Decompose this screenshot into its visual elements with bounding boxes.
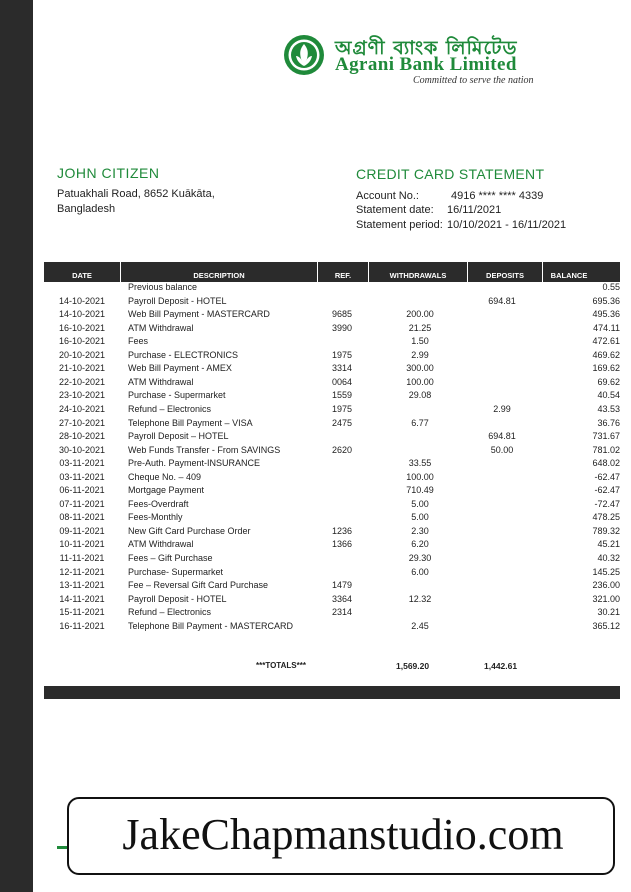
- customer-name: JOHN CITIZEN: [57, 165, 160, 181]
- row-description: Purchase- Supermarket: [128, 566, 224, 577]
- row-date: 06-11-2021: [59, 485, 105, 496]
- table-row: [44, 309, 620, 323]
- row-balance: 474.11: [593, 322, 620, 333]
- row-description: Purchase - Supermarket: [128, 390, 226, 401]
- row-date: 11-11-2021: [59, 553, 105, 563]
- row-deposit: 2.99: [493, 403, 511, 414]
- row-ref: 1559: [332, 390, 353, 401]
- row-ref: 1975: [332, 349, 353, 360]
- row-balance: -62.47: [594, 485, 620, 496]
- row-date: 24-10-2021: [58, 403, 106, 414]
- row-description: Mortgage Payment: [128, 485, 205, 496]
- row-description: ATM Withdrawal: [128, 539, 194, 550]
- row-balance: 495.36: [592, 309, 620, 320]
- row-date: 28-10-2021: [58, 431, 106, 442]
- row-deposit: 694.81: [488, 295, 516, 306]
- row-balance: 472.61: [592, 336, 620, 347]
- row-withdrawal: 2.45: [411, 620, 429, 631]
- account-number-value: 4916 **** **** 4339: [451, 190, 544, 202]
- row-balance: 45.21: [597, 539, 620, 550]
- row-description: Fees – Gift Purchase: [128, 553, 213, 563]
- row-ref: 0064: [332, 376, 353, 387]
- row-balance: 169.62: [592, 363, 620, 374]
- left-border-bar: [0, 0, 33, 892]
- row-balance: 469.62: [592, 349, 620, 360]
- totals-label: ***TOTALS***: [256, 661, 306, 670]
- address-line-2: Bangladesh: [57, 203, 116, 215]
- row-date: 03-11-2021: [59, 458, 105, 469]
- row-ref: 3990: [332, 322, 353, 333]
- table-footer-bar: [44, 686, 620, 699]
- statement-date-value: 16/11/2021: [447, 204, 502, 216]
- row-ref: 1975: [332, 403, 353, 414]
- row-ref: 1366: [332, 539, 353, 550]
- row-date: 27-10-2021: [58, 417, 106, 428]
- row-description: Previous balance: [128, 282, 198, 292]
- row-withdrawal: 1.50: [411, 336, 429, 347]
- row-description: Web Funds Transfer - From SAVINGS: [128, 444, 281, 455]
- row-date: 14-10-2021: [58, 309, 106, 320]
- bank-name-bengali: অগ্রণী ব্যাংক লিমিটেড: [335, 37, 518, 59]
- totals-deposits: 1,442.61: [484, 661, 518, 671]
- table-header: [44, 262, 620, 282]
- row-balance: 69.62: [597, 376, 620, 387]
- row-balance: 236.00: [592, 580, 620, 591]
- row-withdrawal: 5.00: [411, 498, 429, 509]
- row-date: 22-10-2021: [58, 376, 106, 387]
- row-description: Fees: [128, 336, 149, 347]
- account-number-row: [356, 190, 544, 202]
- row-ref: 1479: [332, 580, 353, 591]
- table-row: [44, 296, 620, 310]
- account-number-label: Account No.:: [356, 190, 419, 202]
- watermark-text: JakeChapmanstudio.com: [122, 810, 564, 859]
- statement-period-label: Statement period:: [356, 219, 443, 231]
- row-balance: 40.32: [597, 553, 620, 563]
- table-row: [44, 336, 620, 350]
- row-balance: 478.25: [592, 512, 620, 523]
- row-description: Cheque No. – 409: [128, 471, 202, 482]
- table-row: [44, 445, 620, 459]
- table-row: [44, 526, 620, 540]
- row-description: Payroll Deposit - HOTEL: [128, 295, 227, 306]
- row-description: Purchase - ELECTRONICS: [128, 349, 239, 360]
- row-date: 03-11-2021: [59, 471, 105, 482]
- row-balance: 321.00: [592, 593, 620, 604]
- bank-seal-icon: [283, 34, 325, 76]
- bank-tagline: Committed to serve the nation: [413, 75, 534, 86]
- row-balance: 731.67: [592, 431, 620, 442]
- row-date: 08-11-2021: [59, 512, 105, 523]
- row-description: Fee – Reversal Gift Card Purchase: [128, 580, 269, 591]
- totals-withdrawals: 1,569.20: [396, 661, 430, 671]
- row-description: Refund – Electronics: [128, 403, 212, 414]
- row-date: 14-10-2021: [58, 295, 106, 306]
- row-description: Payroll Deposit - HOTEL: [128, 593, 227, 604]
- row-date: 13-11-2021: [59, 580, 105, 591]
- row-withdrawal: 29.30: [408, 553, 432, 563]
- row-withdrawal: 12.32: [408, 593, 432, 604]
- row-date: 15-11-2021: [59, 607, 105, 618]
- table-row: [44, 607, 620, 621]
- row-withdrawal: 2.30: [411, 525, 429, 536]
- row-withdrawal: 6.00: [411, 566, 429, 577]
- row-date: 10-11-2021: [59, 539, 105, 550]
- table-row: [44, 580, 620, 594]
- watermark-box: [67, 797, 615, 875]
- row-date: 23-10-2021: [58, 390, 106, 401]
- row-withdrawal: 300.00: [406, 363, 434, 374]
- row-ref: 2620: [332, 444, 353, 455]
- row-ref: 9685: [332, 309, 353, 320]
- row-description: Fees-Monthly: [128, 512, 183, 523]
- row-withdrawal: 100.00: [406, 471, 434, 482]
- row-balance: 30.21: [597, 607, 620, 618]
- customer-address: [57, 187, 215, 217]
- row-description: Web Bill Payment - MASTERCARD: [128, 309, 270, 320]
- table-row: [44, 363, 620, 377]
- table-row: [44, 472, 620, 486]
- row-date: 20-10-2021: [58, 349, 106, 360]
- row-withdrawal: 33.55: [408, 458, 432, 469]
- statement-date-row: [356, 204, 502, 216]
- row-ref: 1236: [332, 525, 353, 536]
- table-row: [44, 390, 620, 404]
- table-row: [44, 282, 620, 296]
- row-description: New Gift Card Purchase Order: [128, 525, 251, 536]
- statement-period-value: 10/10/2021 - 16/11/2021: [447, 219, 567, 231]
- row-deposit: 50.00: [490, 444, 514, 455]
- header-balance: BALANCE: [550, 271, 588, 280]
- table-row: [44, 350, 620, 364]
- header-withdrawals: WITHDRAWALS: [389, 271, 447, 280]
- table-row: [44, 377, 620, 391]
- table-row: [44, 323, 620, 337]
- row-withdrawal: 21.25: [408, 322, 432, 333]
- row-withdrawal: 6.77: [411, 417, 429, 428]
- header-description: DESCRIPTION: [193, 271, 245, 280]
- row-balance: 695.36: [592, 295, 620, 306]
- bank-logo: [283, 34, 623, 90]
- row-balance: 40.54: [597, 390, 620, 401]
- row-balance: 365.12: [592, 620, 620, 631]
- row-balance: 145.25: [592, 566, 620, 577]
- table-row: [44, 485, 620, 499]
- header-date: DATE: [72, 271, 92, 280]
- table-row: [44, 594, 620, 608]
- row-date: 12-11-2021: [59, 566, 105, 577]
- row-withdrawal: 710.49: [406, 485, 434, 496]
- row-withdrawal: 100.00: [406, 376, 434, 387]
- table-row: [44, 553, 620, 567]
- address-line-1: Patuakhali Road, 8652 Kuākāta,: [57, 188, 215, 200]
- row-description: Web Bill Payment - AMEX: [128, 363, 232, 374]
- row-date: 21-10-2021: [58, 363, 106, 374]
- table-row: [44, 404, 620, 418]
- row-ref: 3314: [332, 363, 353, 374]
- row-withdrawal: 5.00: [411, 512, 429, 523]
- table-row: [44, 621, 620, 635]
- row-ref: 2475: [332, 417, 353, 428]
- row-description: Fees-Overdraft: [128, 498, 189, 509]
- row-withdrawal: 6.20: [411, 539, 429, 550]
- table-row: [44, 512, 620, 526]
- table-row: [44, 539, 620, 553]
- row-balance: -62.47: [594, 471, 620, 482]
- table-row: [44, 418, 620, 432]
- row-description: Telephone Bill Payment - MASTERCARD: [128, 620, 294, 631]
- row-deposit: 694.81: [488, 431, 516, 442]
- row-description: ATM Withdrawal: [128, 376, 194, 387]
- row-balance: 648.02: [592, 458, 620, 469]
- row-description: Telephone Bill Payment – VISA: [128, 417, 253, 428]
- row-date: 16-10-2021: [58, 336, 106, 347]
- row-description: Payroll Deposit – HOTEL: [128, 431, 229, 442]
- row-description: Pre-Auth. Payment-INSURANCE: [128, 458, 261, 469]
- row-withdrawal: 200.00: [406, 309, 434, 320]
- row-balance: -72.47: [594, 498, 620, 509]
- row-withdrawal: 2.99: [411, 349, 429, 360]
- row-date: 14-11-2021: [59, 593, 105, 604]
- statement-title: CREDIT CARD STATEMENT: [356, 166, 545, 182]
- row-balance: 36.76: [597, 417, 620, 428]
- row-date: 09-11-2021: [59, 525, 105, 536]
- row-balance: 0.55: [602, 282, 620, 292]
- header-deposits: DEPOSITS: [486, 271, 524, 280]
- table-row: [44, 567, 620, 581]
- row-balance: 789.32: [592, 525, 620, 536]
- row-balance: 781.02: [592, 444, 620, 455]
- table-row: [44, 431, 620, 445]
- row-date: 30-10-2021: [58, 444, 106, 455]
- row-withdrawal: 29.08: [408, 390, 432, 401]
- row-description: Refund – Electronics: [128, 607, 212, 618]
- row-date: 07-11-2021: [59, 498, 105, 509]
- header-ref: REF.: [334, 271, 352, 280]
- bank-name: Agrani Bank Limited: [335, 54, 517, 75]
- table-row: [44, 458, 620, 472]
- row-balance: 43.53: [597, 403, 620, 414]
- statement-date-label: Statement date:: [356, 204, 434, 216]
- row-date: 16-11-2021: [59, 620, 105, 631]
- row-description: ATM Withdrawal: [128, 322, 194, 333]
- row-date: 16-10-2021: [58, 322, 106, 333]
- table-row: [44, 499, 620, 513]
- statement-period-row: [356, 219, 567, 231]
- row-ref: 3364: [332, 593, 353, 604]
- row-ref: 2314: [332, 607, 353, 618]
